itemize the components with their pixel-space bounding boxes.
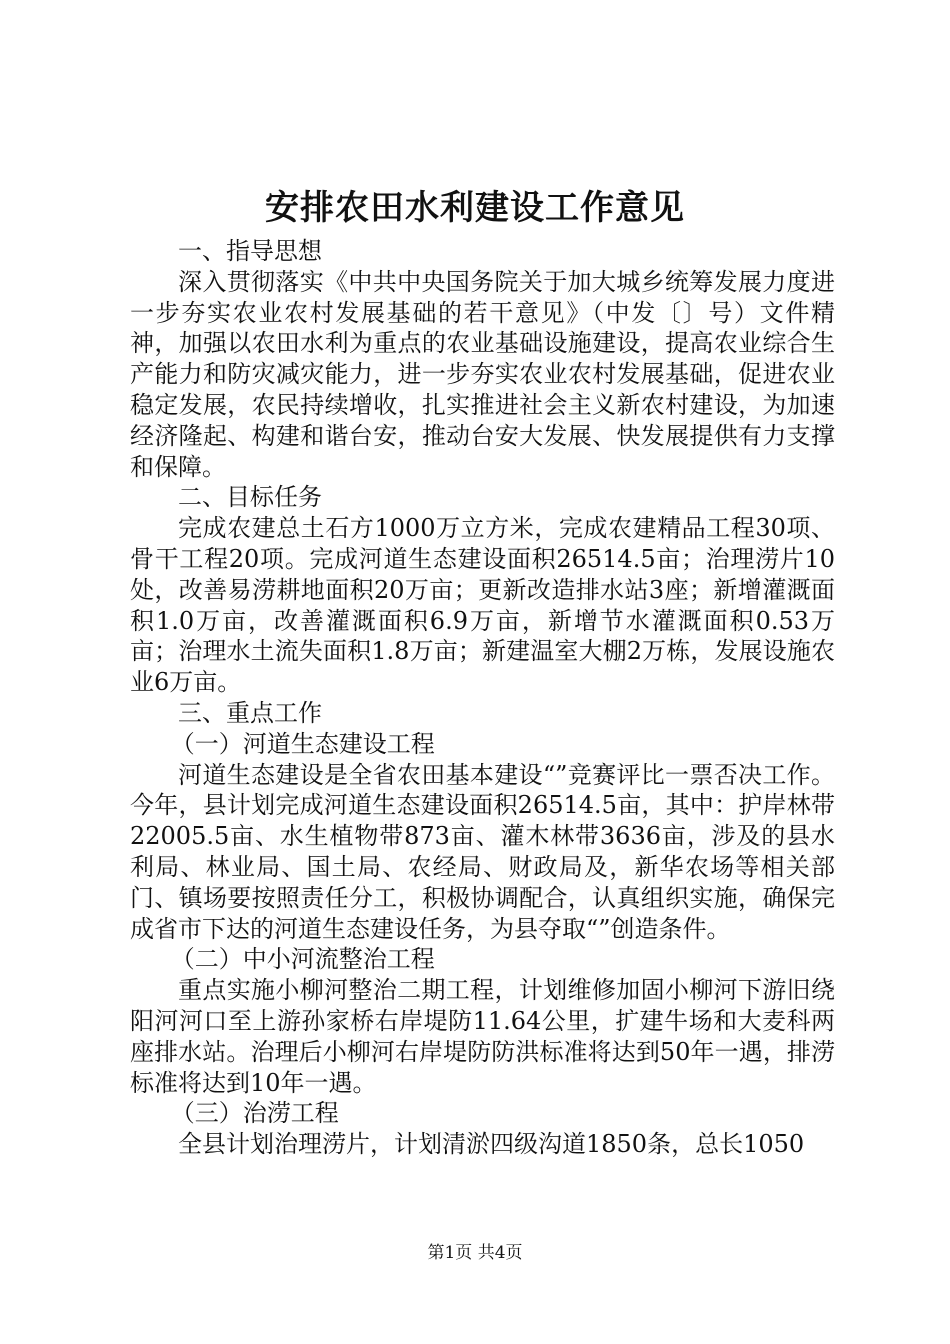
paragraph-waterlogging: 全县计划治理涝片，计划清淤四级沟道1850条，总长1050 (178, 1130, 805, 1159)
subsection-heading-river-ecology: （一）河道生态建设工程 (170, 729, 435, 758)
section-heading-guiding-ideology: 一、指导思想 (178, 237, 322, 265)
subsection-heading-river-regulation: （二）中小河流整治工程 (170, 945, 435, 974)
section-heading-key-work: 三、重点工作 (178, 698, 322, 727)
paragraph-guiding-ideology: 深入贯彻落实《中共中央国务院关于加大城乡统筹发展力度进一步夯实农业农村发展基础的若干意见》（中发〔〕号）文件精神，加强以农田水利为重点的农业基础设施建设，提高农业综合生产能力和防灾减灾能力，进一步夯实农业农村发展基础，促进农业稳定发展，农民持续增收，扎实推进社会主义新农村建设，为加速经济隆起、构建和谐台安，推动台安大发展、快发展提供有力支撑和保障。 (130, 267, 835, 481)
document-title: 安排农田水利建设工作意见 (265, 188, 685, 228)
paragraph-river-ecology: 河道生态建设是全省农田基本建设“”竞赛评比一票否决工作。今年，县计划完成河道生态建设面积26514.5亩，其中：护岸林带22005.5亩、水生植物带873亩、灌木林带3636亩，涉及的县水利局、林业局、国土局、农经局、财政局及，新华农场等相关部门、镇场要按照责任分工，积极协调配合，认真组织实施，确保完成省市下达的河道生态建设任务，为县夺取“”创造条件。 (130, 760, 835, 943)
section-heading-targets: 二、目标任务 (178, 483, 322, 512)
subsection-heading-waterlogging: （三）治涝工程 (170, 1099, 339, 1128)
page-footer: 第1页 共4页 (427, 1243, 523, 1263)
document-body (130, 236, 835, 1160)
paragraph-targets: 完成农建总土石方1000万立方米，完成农建精品工程30项、骨干工程20项。完成河道生态建设面积26514.5亩；治理涝片10处，改善易涝耕地面积20万亩；更新改造排水站3座；新增灌溉面积1.0万亩，改善灌溉面积6.9万亩，新增节水灌溉面积0.53万亩；治理水土流失面积1.8万亩；新建温室大棚2万栋，发展设施农业6万亩。 (130, 514, 835, 697)
paragraph-river-regulation: 重点实施小柳河整治二期工程，计划维修加固小柳河下游旧绕阳河河口至上游孙家桥右岸堤防11.64公里，扩建牛场和大麦科两座排水站。治理后小柳河右岸堤防防洪标准将达到50年一遇，排涝标准将达到10年一遇。 (130, 976, 835, 1097)
